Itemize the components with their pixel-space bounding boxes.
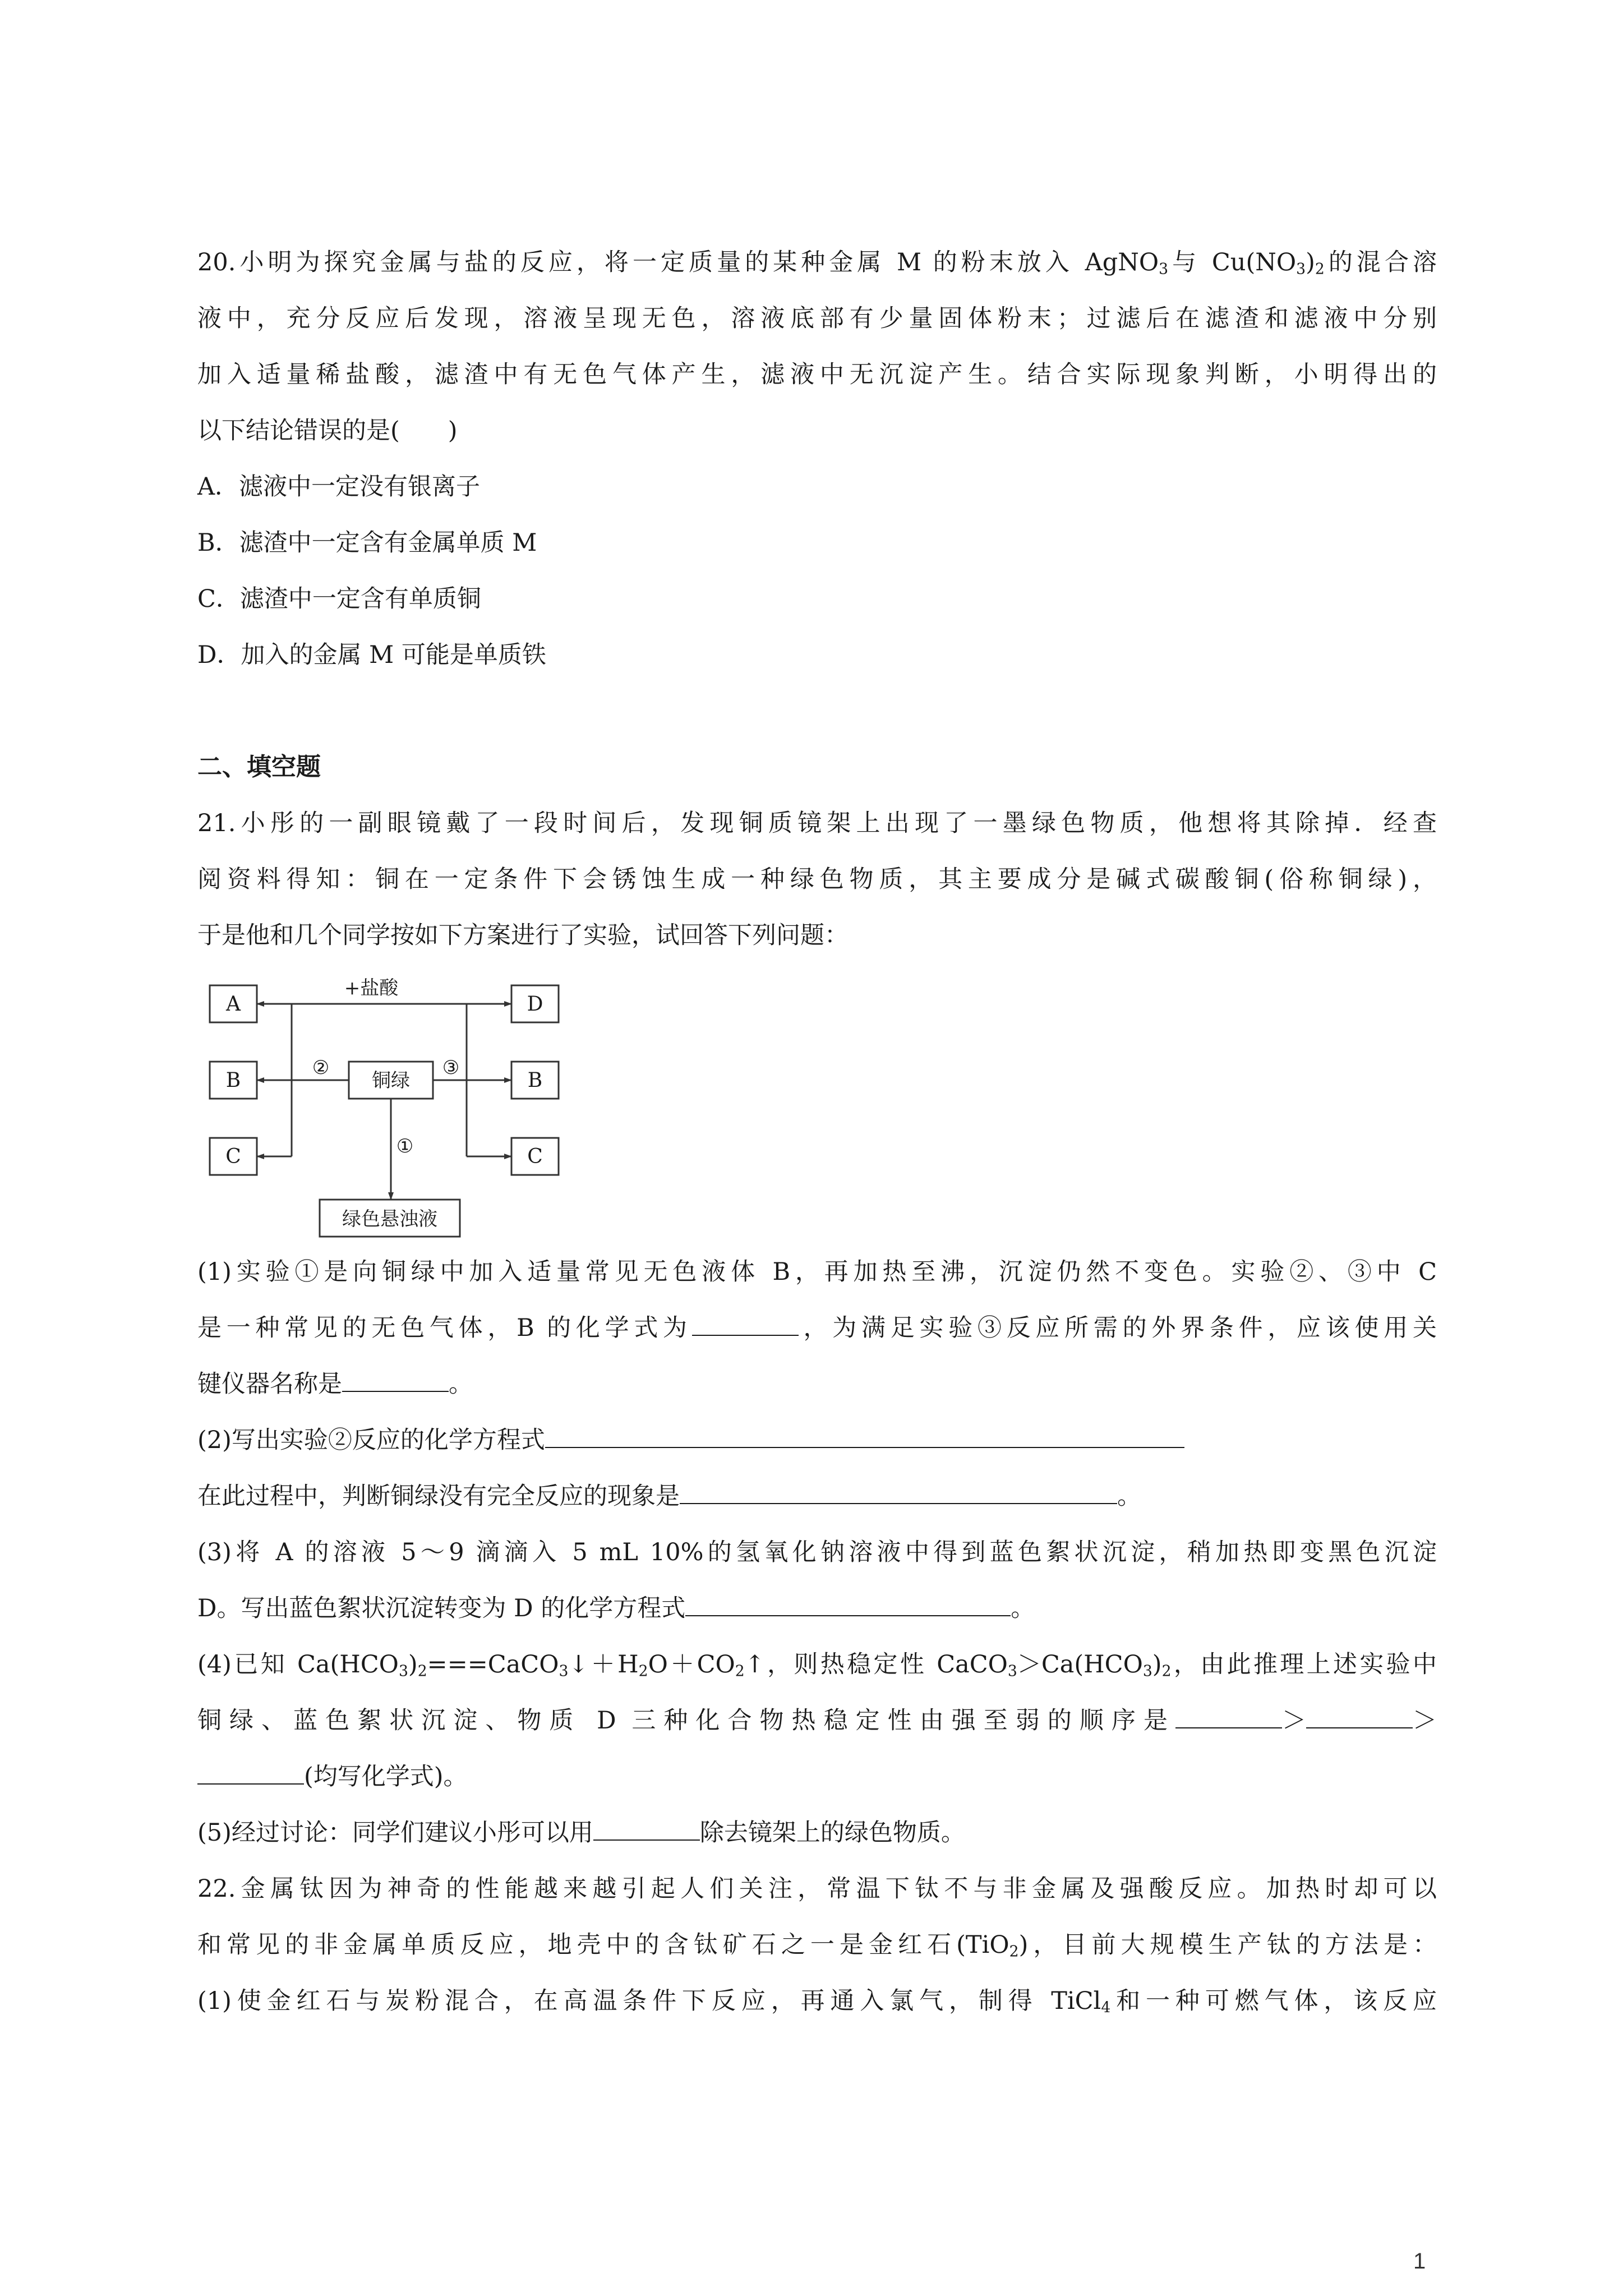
greater-than-sign: ＞ xyxy=(1413,1707,1437,1735)
answer-blank[interactable] xyxy=(680,1482,1117,1504)
q20-line-1 xyxy=(197,246,1437,279)
q21-part2-line-2 xyxy=(197,1479,1437,1513)
q22-line-2 xyxy=(197,1928,1437,1962)
q22-line-3 xyxy=(197,1984,1437,2018)
answer-blank[interactable] xyxy=(685,1594,1011,1616)
label-d-right: D xyxy=(527,993,543,1016)
q21-text: 除去镜架上的绿色物质。 xyxy=(699,1819,965,1847)
label-green-suspension: 绿色悬浊液 xyxy=(342,1208,437,1230)
q20-line-3: 加入适量稀盐酸，滤渣中有无色气体产生，滤液中无沉淀产生。结合实际现象判断，小明得出的 xyxy=(197,361,1437,389)
q20-text: 与 Cu(NO xyxy=(1168,248,1297,276)
q22-text: (1)使金红石与炭粉混合，在高温条件下反应，再通入氯气，制得 TiCl xyxy=(197,1987,1101,2015)
subscript: 3 xyxy=(1142,1662,1152,1680)
q21-text: (均写化学式)。 xyxy=(304,1763,468,1791)
q21-part4-line-3 xyxy=(197,1760,1437,1794)
q20-text: ) xyxy=(1306,248,1315,276)
q21-text: (5)经过讨论：同学们建议小彤可以用 xyxy=(197,1819,593,1847)
subscript: 2 xyxy=(735,1662,745,1680)
q21-part2-line-1 xyxy=(197,1423,1437,1457)
q21-text: ，由此推理上述实验中 xyxy=(1171,1650,1437,1679)
q22-text: )，目前大规模生产钛的方法是： xyxy=(1018,1931,1437,1959)
q21-text: ↓＋H xyxy=(568,1650,639,1679)
q20-option-b: B．滤渣中一定含有金属单质 M xyxy=(197,529,537,557)
q21-text: ===CaCO xyxy=(427,1650,559,1679)
subscript: 2 xyxy=(1009,1943,1019,1961)
marker-2: ② xyxy=(312,1057,330,1079)
q21-text: 。 xyxy=(449,1370,473,1398)
q21-text: (2)写出实验②反应的化学方程式 xyxy=(197,1426,545,1454)
label-c-right: C xyxy=(527,1145,543,1168)
q21-line-1: 21.小彤的一副眼镜戴了一段时间后，发现铜质镜架上出现了一墨绿色物质，他想将其除掉．经查 xyxy=(197,809,1437,837)
q21-part3-line-1: (3)将 A 的溶液 5～9 滴滴入 5 mL 10%的氢氧化钠溶液中得到蓝色絮状沉淀，稍加热即变黑色沉淀 xyxy=(197,1538,1437,1566)
subscript: 3 xyxy=(559,1662,569,1680)
subscript: 2 xyxy=(638,1662,648,1680)
subscript: 3 xyxy=(1007,1662,1017,1680)
q21-text: 是一种常见的无色气体，B 的化学式为 xyxy=(197,1314,692,1342)
q20-text: 的混合溶 xyxy=(1324,248,1437,276)
q21-part1-line-2 xyxy=(197,1311,1437,1345)
subscript: 2 xyxy=(417,1662,427,1680)
q21-line-2: 阅资料得知：铜在一定条件下会锈蚀生成一种绿色物质，其主要成分是碱式碳酸铜(俗称铜绿)， xyxy=(197,865,1437,893)
q20-line-2: 液中，充分反应后发现，溶液呈现无色，溶液底部有少量固体粉末；过滤后在滤渣和滤液中分别 xyxy=(197,305,1437,333)
q21-text: ↑，则热稳定性 CaCO xyxy=(744,1650,1008,1679)
greater-than-sign: ＞ xyxy=(1282,1707,1306,1735)
answer-blank[interactable] xyxy=(197,1762,304,1785)
marker-3: ③ xyxy=(442,1057,460,1079)
answer-blank[interactable] xyxy=(692,1313,799,1336)
q21-text: ，为满足实验③反应所需的外界条件，应该使用关 xyxy=(798,1314,1437,1342)
label-a-left: A xyxy=(226,993,241,1016)
q21-part5-line xyxy=(197,1816,1437,1850)
marker-1: ① xyxy=(396,1135,414,1158)
answer-blank[interactable] xyxy=(545,1426,1184,1448)
q21-text: 键仪器名称是 xyxy=(197,1370,342,1398)
subscript: 2 xyxy=(1161,1662,1172,1680)
subscript: 3 xyxy=(398,1662,408,1680)
q20-line-4: 以下结论错误的是( ) xyxy=(197,417,458,445)
q22-text: 和常见的非金属单质反应，地壳中的含钛矿石之一是金红石(TiO xyxy=(197,1931,1009,1959)
q20-text: 20.小明为探究金属与盐的反应，将一定质量的某种金属 M 的粉末放入 AgNO xyxy=(197,248,1159,276)
q21-text: 在此过程中，判断铜绿没有完全反应的现象是 xyxy=(197,1482,680,1510)
answer-blank[interactable] xyxy=(1175,1706,1282,1728)
q22-text: 和一种可燃气体，该反应 xyxy=(1110,1987,1437,2015)
q21-text: O＋CO xyxy=(648,1650,735,1679)
subscript: 2 xyxy=(1315,260,1325,278)
label-hydrochloric-acid: +盐酸 xyxy=(344,977,399,999)
label-copper-green: 铜绿 xyxy=(372,1069,410,1092)
q21-part1-line-1: (1)实验①是向铜绿中加入适量常见无色液体 B，再加热至沸，沉淀仍然不变色。实验②、③中 C xyxy=(197,1258,1437,1286)
q21-text: ＞Ca(HCO xyxy=(1017,1650,1143,1679)
q20-option-d: D．加入的金属 M 可能是单质铁 xyxy=(197,641,546,669)
subscript: 3 xyxy=(1296,260,1306,278)
answer-blank[interactable] xyxy=(342,1370,449,1392)
label-b-right: B xyxy=(527,1069,543,1092)
q21-text: ) xyxy=(1152,1650,1162,1679)
q22-line-1: 22.金属钛因为神奇的性能越来越引起人们关注，常温下钛不与非金属及强酸反应。加热时却可以 xyxy=(197,1875,1437,1903)
q21-text: D。写出蓝色絮状沉淀转变为 D 的化学方程式 xyxy=(197,1594,686,1622)
q20-option-a: A．滤液中一定没有银离子 xyxy=(197,473,481,501)
q21-part3-line-2 xyxy=(197,1592,1437,1625)
q21-text: (4)已知 Ca(HCO xyxy=(197,1650,399,1679)
q21-part1-line-3 xyxy=(197,1367,1437,1401)
q21-text: ) xyxy=(408,1650,418,1679)
answer-blank[interactable] xyxy=(1306,1706,1413,1728)
label-c-left: C xyxy=(225,1145,241,1168)
q21-text: 。 xyxy=(1117,1482,1141,1510)
q21-text: 铜绿、蓝色絮状沉淀、物质 D 三种化合物热稳定性由强至弱的顺序是 xyxy=(197,1707,1175,1735)
q21-text: 。 xyxy=(1011,1594,1035,1622)
q21-part4-line-1 xyxy=(197,1648,1437,1681)
q20-option-c: C．滤渣中一定含有单质铜 xyxy=(197,585,481,613)
q21-line-3: 于是他和几个同学按如下方案进行了实验，试回答下列问题： xyxy=(197,921,849,949)
section-title: 二、填空题 xyxy=(197,753,321,781)
label-b-left: B xyxy=(225,1069,241,1092)
answer-blank[interactable] xyxy=(593,1818,700,1841)
subscript: 3 xyxy=(1159,260,1169,278)
copper-green-flow-diagram xyxy=(197,973,579,1242)
page-number: 1 xyxy=(1413,2249,1426,2274)
q21-part4-line-2 xyxy=(197,1704,1437,1737)
subscript: 4 xyxy=(1101,1999,1111,2017)
